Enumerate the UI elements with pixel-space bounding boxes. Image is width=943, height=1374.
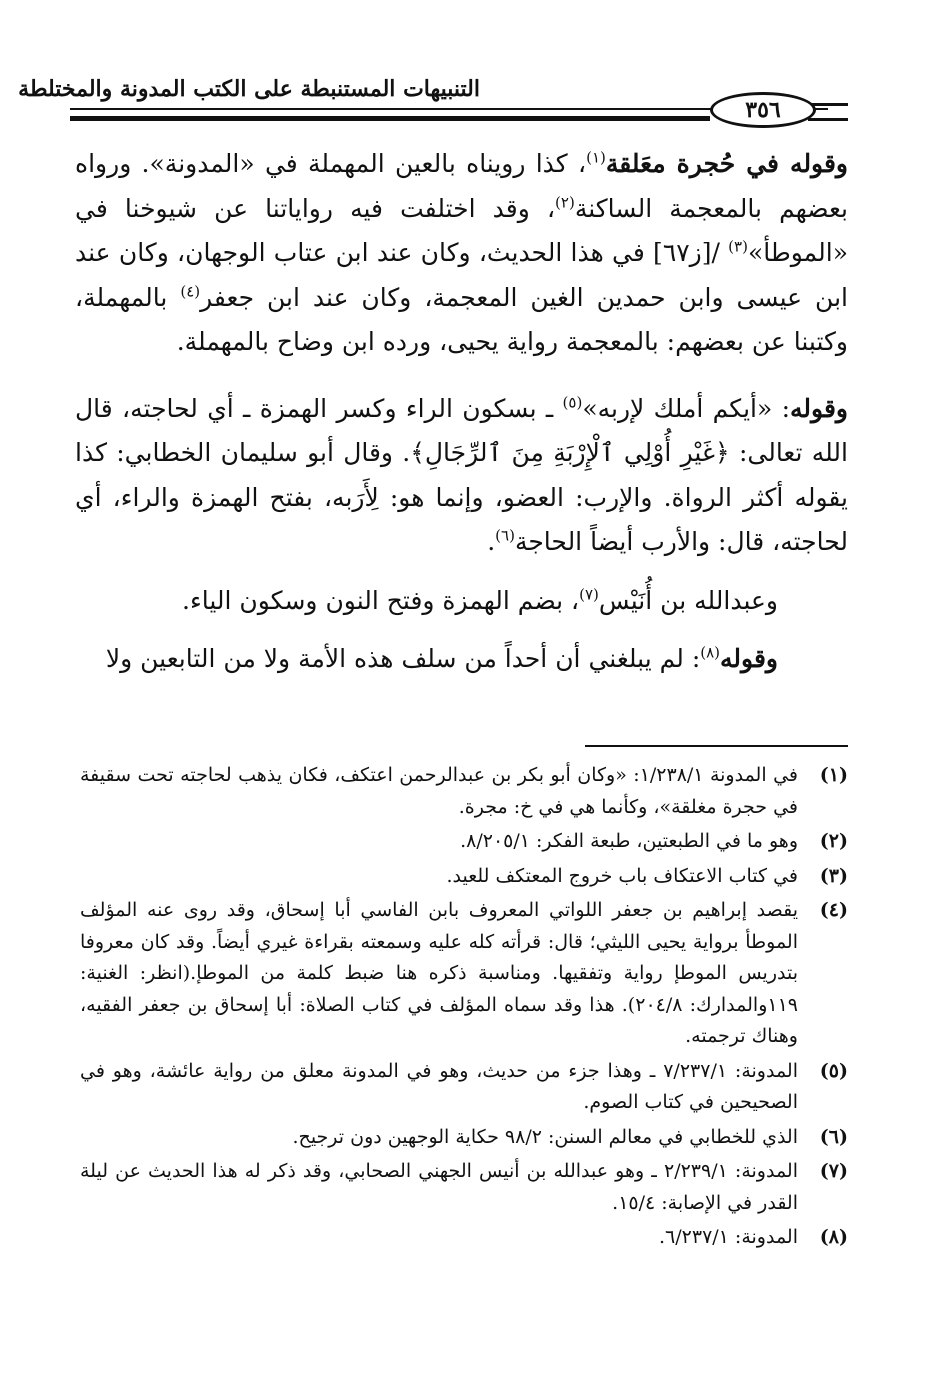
footnote-ref: (٢) bbox=[555, 193, 575, 212]
footnotes bbox=[80, 760, 848, 1257]
footnote-number: (٥) bbox=[819, 1059, 848, 1082]
footnote bbox=[80, 1122, 848, 1154]
paragraph-text: ـ بسكون الراء وكسر الهمزة ـ أي لحاجته، قال الله تعالى: ﴿غَيْرِ أُوْلِي ٱلْإِرْبَةِ مِنَ ٱلرِّجَالِ﴾. وقال أبو سليمان الخطابي: كذا يقوله أكثر الرواة. والإرب: العضو، وإنما هو: لِأَرَبه، بفتح الهمزة والراء، أي لحاجته، قال: والأرب أيضاً الحاجة bbox=[75, 393, 848, 556]
paragraph-lead: وقوله bbox=[720, 644, 778, 673]
page-number-label: ٣٥٦ bbox=[745, 97, 781, 123]
paragraph-text: وعبدالله بن أُنَيْس bbox=[598, 585, 778, 615]
footnote-text: في كتاب الاعتكاف باب خروج المعتكف للعيد. bbox=[446, 864, 798, 887]
footnote-text: يقصد إبراهيم بن جعفر اللواتي المعروف بابن الفاسي أبا إسحاق، وقد روى عنه المؤلف الموطأ برواية يحيى الليثي؛ قال: قرأته كله عليه وسمعته بقراءة غيري أيضاً. وقد كان معروفا بتدريس الموطإ رواية وتفقيها. ومناسبة ذكره هنا ضبط كلمة من الموطإ.(انظر: الغنية: ١١٩والمدارك: ٢٠٤/٨). هذا وقد سماه المؤلف في كتاب الصلاة: أبا إسحاق بن جعفر الفقيه، وهناك ترجمته. bbox=[80, 899, 798, 1047]
footnote-ref: (٦) bbox=[495, 526, 515, 545]
page-number bbox=[710, 92, 816, 128]
paragraph-text: : لم يبلغني أن أحداً من سلف هذه الأمة ولا من التابعين ولا bbox=[105, 644, 701, 673]
footnote bbox=[80, 760, 848, 823]
running-header-title: التنبيهات المستنبطة على الكتب المدونة والمختلطة bbox=[18, 76, 480, 102]
footnote-text: المدونة: ٧/٢٣٧/١ ـ وهذا جزء من حديث، وهو في المدونة معلق من رواية عائشة، وهو في الصحيحين في كتاب الصوم. bbox=[80, 1059, 798, 1113]
footnote-separator bbox=[585, 745, 848, 747]
paragraph-text: ، وقد اختلفت فيه رواياتنا عن شيوخنا في «الموطأ» bbox=[75, 193, 848, 267]
footnote-text: وهو ما في الطبعتين، طبعة الفكر: ٨/٢٠٥/١. bbox=[460, 830, 798, 852]
paragraph-lead: وقوله bbox=[790, 393, 848, 423]
footnote bbox=[80, 1156, 848, 1219]
footnote-text: في المدونة ١/٢٣٨/١: «وكان أبو بكر بن عبدالرحمن اعتكف، فكان يذهب لحاجته تحت سقيفة في حجرة مغلقة»، وكأنما هي في خ: مجرة. bbox=[80, 764, 798, 818]
footnote-ref: (٧) bbox=[579, 585, 599, 604]
footnote-text: الذي للخطابي في معالم السنن: ٩٨/٢ حكاية الوجهين دون ترجيح. bbox=[292, 1125, 798, 1148]
footnote-number: (٢) bbox=[819, 830, 848, 852]
paragraph-text: بالمهملة، وكتبنا عن بعضهم: بالمعجمة رواية يحيى، ورده ابن وضاح بالمهملة. bbox=[75, 282, 848, 356]
paragraph-text: /[ز٦٧] في هذا الحديث، وكان عند ابن عتاب الوجهان، وكان عند ابن عيسى وابن حمدين الغين المعجمة، وكان عند ابن جعفر bbox=[75, 238, 848, 312]
paragraph-2 bbox=[75, 387, 848, 565]
paragraph-lead: وقوله في حُجرة معَلقة bbox=[605, 149, 848, 178]
footnote bbox=[80, 895, 848, 1053]
footnote bbox=[80, 1222, 848, 1254]
footnote-ref: (٨) bbox=[700, 643, 721, 662]
footnote-number: (٤) bbox=[819, 899, 848, 921]
footnote-text: المدونة: ٢/٢٣٩/١ ـ وهو عبدالله بن أنيس الجهني الصحابي، وقد ذكر له هذا الحديث عن ليلة القدر في الإصابة: ١٥/٤. bbox=[80, 1160, 798, 1214]
paragraph-text: ، كذا رويناه بالعين المهملة في «المدونة». ورواه بعضهم بالمعجمة الساكنة bbox=[75, 149, 848, 223]
footnote bbox=[80, 1056, 848, 1119]
footnote-ref: (٤) bbox=[180, 282, 201, 301]
footnote bbox=[80, 861, 848, 893]
footnote-number: (٦) bbox=[819, 1125, 848, 1148]
footnote-ref: (٥) bbox=[562, 393, 583, 412]
paragraph-1 bbox=[75, 142, 848, 365]
footnote-number: (٨) bbox=[819, 1226, 848, 1248]
header-rule-thick bbox=[70, 116, 710, 121]
footnote-ref: (١) bbox=[586, 148, 606, 167]
paragraph-4 bbox=[75, 637, 848, 682]
main-text bbox=[75, 142, 848, 682]
paragraph-3 bbox=[75, 579, 848, 624]
footnote-number: (١) bbox=[819, 764, 848, 786]
paragraph-text: ، بضم الهمزة وفتح النون وسكون الياء. bbox=[182, 585, 580, 615]
footnote-ref: (٣) bbox=[728, 237, 748, 256]
footnote-number: (٧) bbox=[819, 1160, 848, 1182]
paragraph-text: . bbox=[487, 527, 496, 556]
footnote-text: المدونة: ٦/٢٣٧/١. bbox=[659, 1226, 798, 1248]
paragraph-text: : «أيكم أملك لإربه» bbox=[582, 393, 791, 423]
footnote-number: (٣) bbox=[819, 864, 848, 887]
footnote bbox=[80, 826, 848, 858]
